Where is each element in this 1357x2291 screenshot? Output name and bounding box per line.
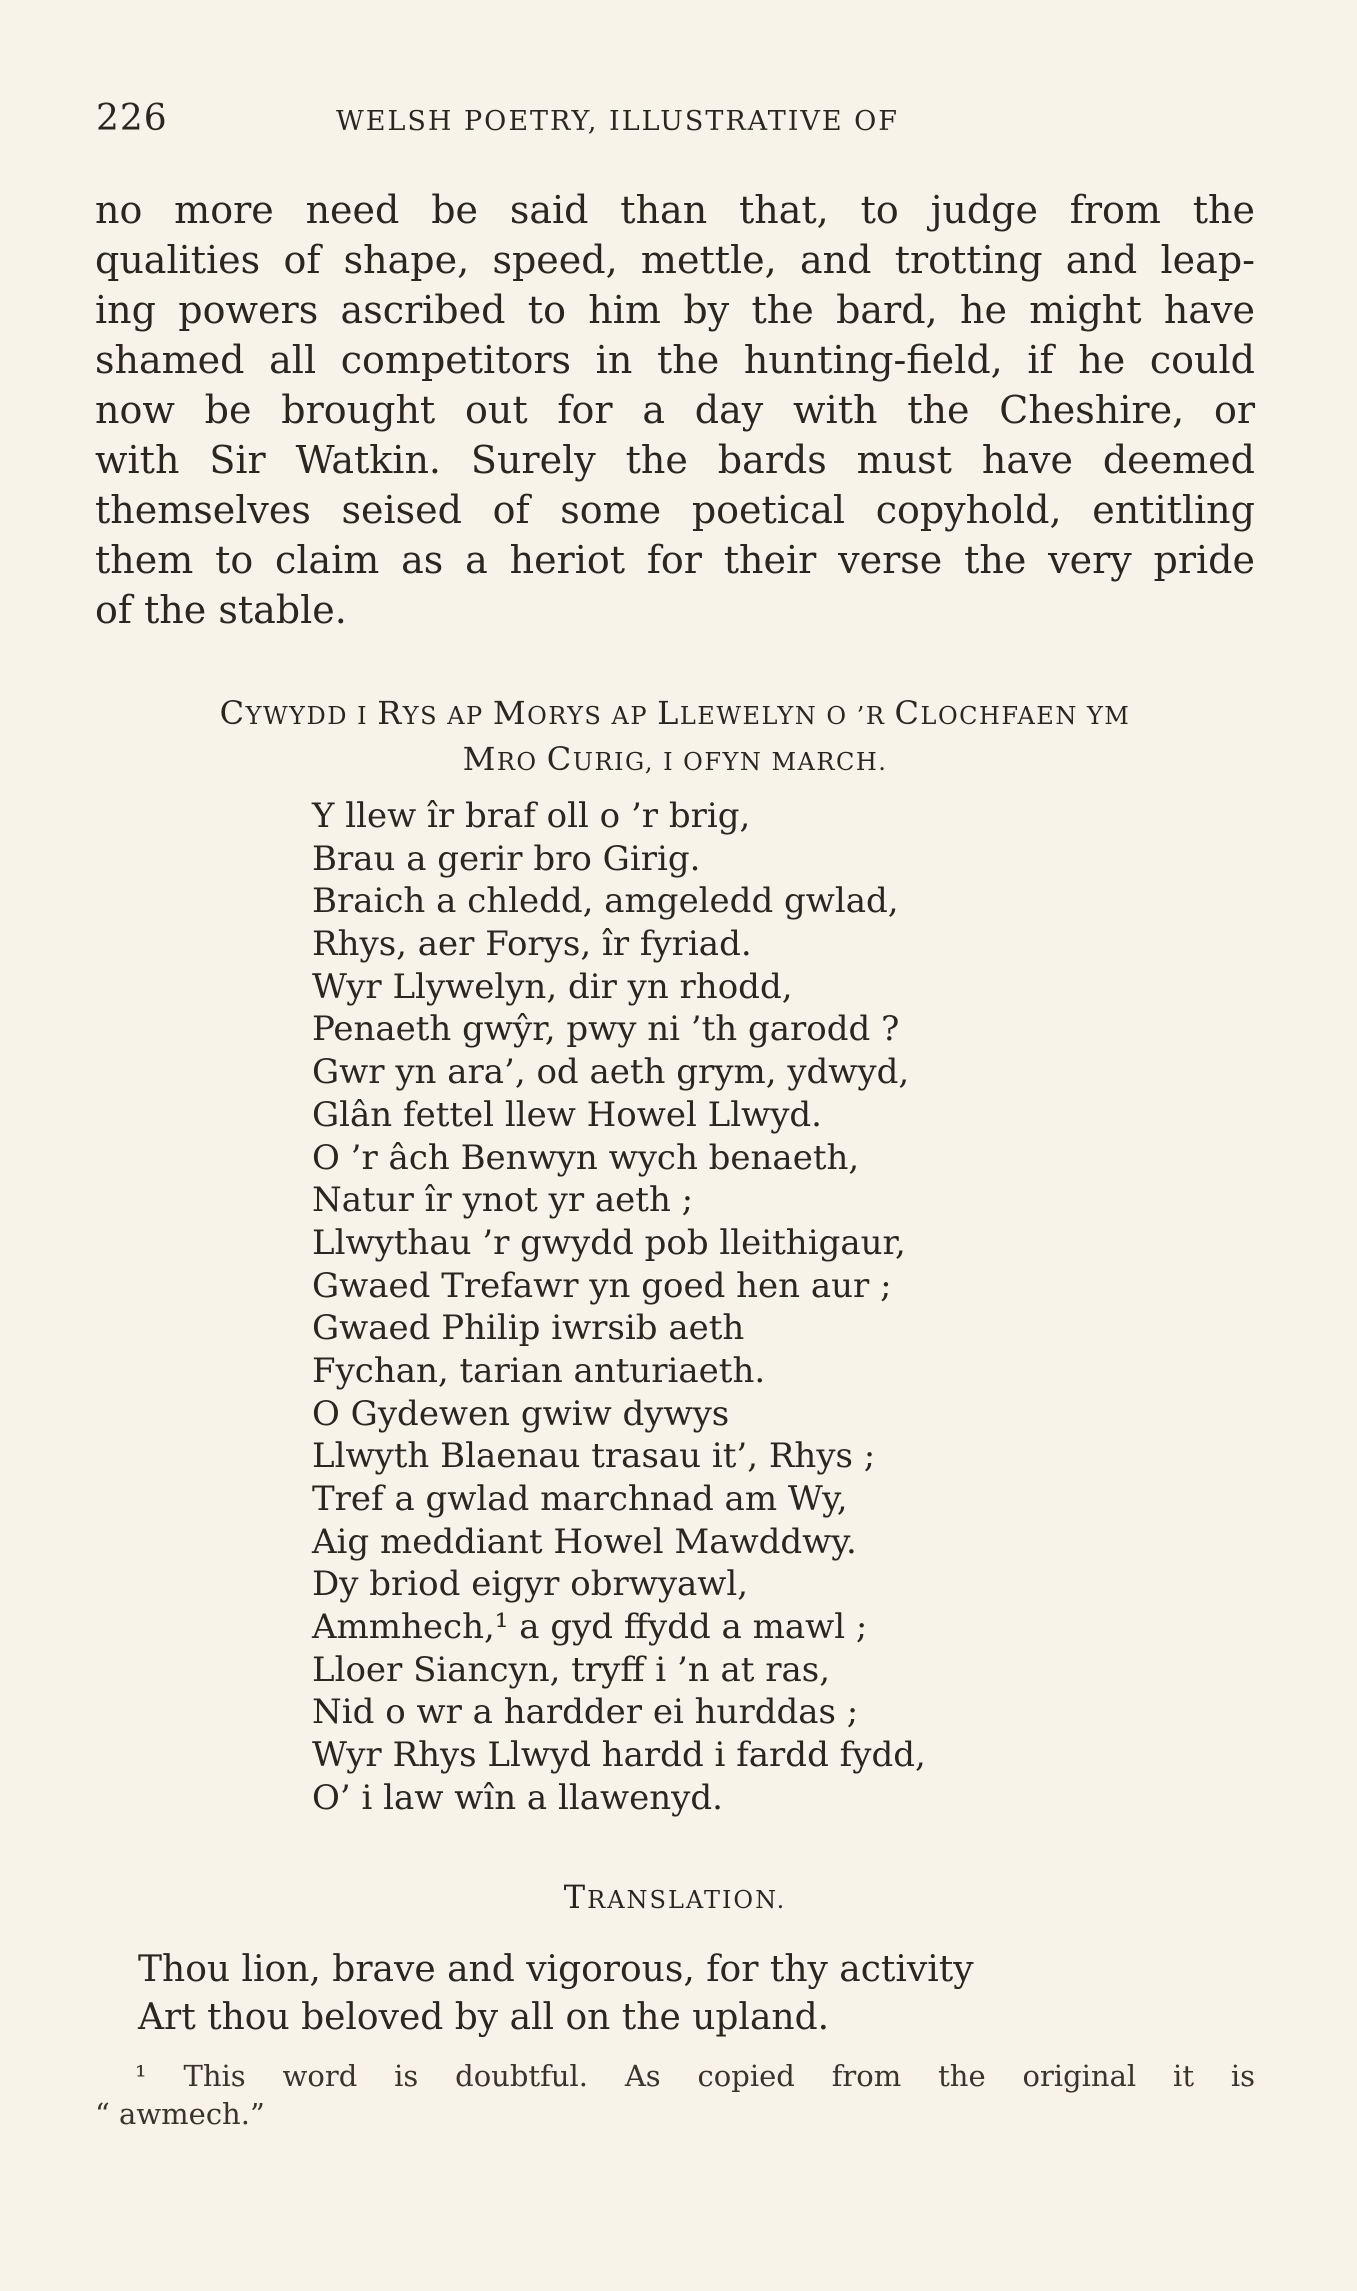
prose-line: shamed all competitors in the hunting-field, if he could — [95, 338, 1255, 382]
poem-line: Llwyth Blaenau trasau it’, Rhys ; — [312, 1436, 876, 1477]
translation-heading: TRANSLATION. — [563, 1878, 787, 1916]
translation-verse — [138, 1946, 1138, 2042]
poem-line: Llwythau ’r gwydd pob lleithigaur, — [312, 1222, 906, 1263]
poem-line: O ’r âch Benwyn wych benaeth, — [312, 1137, 860, 1178]
welsh-poem — [312, 795, 1072, 1820]
poem-line: Penaeth gwŷr, pwy ni ’th garodd ? — [312, 1009, 900, 1050]
page-number: 226 — [96, 98, 168, 139]
poem-line: Wyr Llywelyn, dir yn rhodd, — [312, 966, 793, 1007]
prose-line: of the stable. — [95, 588, 347, 632]
poem-line: O’ i law wîn a llawenyd. — [312, 1777, 723, 1818]
poem-line: Gwaed Trefawr yn goed hen aur ; — [312, 1265, 892, 1306]
poem-line: Brau a gerir bro Girig. — [312, 838, 701, 879]
poem-line: Tref a gwlad marchnad am Wy, — [312, 1479, 848, 1519]
translation-line: Art thou beloved by all on the upland. — [138, 1997, 830, 2038]
prose-line: themselves seised of some poetical copyhold, entitling — [95, 488, 1255, 532]
prose-paragraph — [95, 185, 1255, 635]
prose-line: them to claim as a heriot for their verse the very pride — [95, 538, 1255, 582]
prose-line: qualities of shape, speed, mettle, and trotting and leap- — [95, 238, 1255, 282]
poem-title — [95, 692, 1255, 784]
footnote-line: “ awmech.” — [95, 2097, 265, 2131]
prose-line: no more need be said than that, to judge from the — [95, 188, 1255, 232]
page-header — [96, 98, 1256, 142]
poem-line: Fychan, tarian anturiaeth. — [312, 1350, 766, 1391]
prose-line: with Sir Watkin. Surely the bards must have deemed — [95, 438, 1255, 482]
poem-line: Y llew îr braf oll o ’r brig, — [312, 796, 751, 836]
poem-line: Glân fettel llew Howel Llwyd. — [312, 1094, 822, 1135]
poem-line: Ammhech,¹ a gyd ffydd a mawl ; — [312, 1607, 868, 1648]
poem-line: Lloer Siancyn, tryff i ’n at ras, — [312, 1649, 831, 1690]
poem-line: Braich a chledd, amgeledd gwlad, — [312, 881, 899, 922]
running-head: WELSH POETRY, ILLUSTRATIVE OF — [336, 106, 900, 137]
poem-title-line-1: CYWYDD I RYS AP MORYS AP LLEWELYN O ’R CLOCHFAEN YM — [219, 694, 1131, 732]
poem-line: Aig meddiant Howel Mawddwy. — [312, 1521, 857, 1562]
poem-line: Rhys, aer Forys, îr fyriad. — [312, 924, 752, 965]
poem-title-line-2: MRO CURIG, I OFYN MARCH. — [462, 740, 888, 778]
footnote-line: ¹ This word is doubtful. As copied from the original it is — [135, 2059, 1255, 2093]
poem-line: Gwr yn ara’, od aeth grym, ydwyd, — [312, 1052, 910, 1093]
poem-line: Gwaed Philip iwrsib aeth — [312, 1308, 745, 1349]
poem-line: Natur îr ynot yr aeth ; — [312, 1180, 694, 1221]
poem-line: O Gydewen gwiw dywys — [312, 1393, 730, 1434]
poem-line: Wyr Rhys Llwyd hardd i fardd fydd, — [312, 1735, 926, 1776]
prose-line: now be brought out for a day with the Cheshire, or — [95, 388, 1255, 432]
poem-line: Dy briod eigyr obrwyawl, — [312, 1564, 749, 1605]
footnote — [95, 2057, 1255, 2133]
prose-line: ing powers ascribed to him by the bard, he might have — [95, 288, 1255, 332]
poem-line: Nid o wr a hardder ei hurddas ; — [312, 1692, 859, 1733]
translation-line: Thou lion, brave and vigorous, for thy activity — [138, 1949, 974, 1990]
